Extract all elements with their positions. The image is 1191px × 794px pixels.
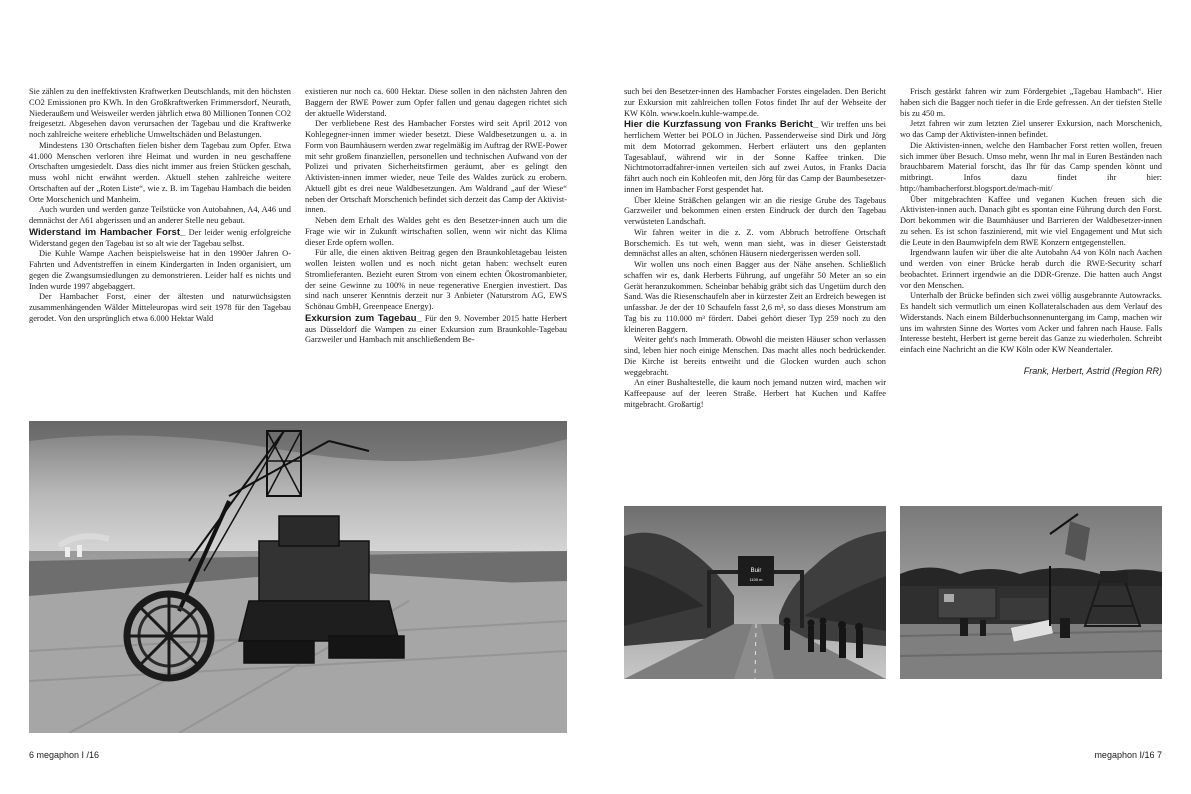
sign-subtext: 1100 m xyxy=(749,577,763,582)
excavator-photo xyxy=(29,421,567,733)
paragraph: Mindestens 130 Ortschaften fielen bisher dem Tagebau zum Opfer. Etwa 41.000 Menschen verloren ihre Heimat und wurden in neu geschaffene Ortschaften umgesiedelt. Dass dies nicht immer aus freien Stücken geschah, muss wohl nicht erwähnt werden. Aktuell stehen zahlreiche weitere Ortschaften auf der „Roten Liste“, wie z. B. im Tagebau Hambach die beiden Orte Morschenich und Manheim. xyxy=(29,140,291,204)
paragraph: Die Kuhle Wampe Aachen beispielsweise hat in den 1990er Jahren O-Fahrten und Adventstreffen in einem Kindergarten in Inden organisiert, um gegen die Zwangsumsiedlungen zu demonstrieren. Leider half es nichts und Inden wurde 1997 abgebaggert. xyxy=(29,249,291,291)
paragraph: Weiter geht's nach Immerath. Obwohl die meisten Häuser schon verlassen sind, leben hier noch einige Menschen. Das macht alles noch bedrückender. Die Kirche ist bereits entweiht und die Glocken wurden auch schon weggebracht. xyxy=(624,335,886,377)
paragraph: Über kleine Sträßchen gelangen wir an die riesige Grube des Tagebaus Garzweiler und bekommen einen ersten Eindruck der durch den Tagebau verwüsteten Landschaft. xyxy=(624,195,886,226)
column-2 xyxy=(305,87,567,346)
column-1 xyxy=(29,87,291,325)
section-heading: Exkursion zum Tagebau_ xyxy=(305,312,422,324)
paragraph: Wir wollen uns noch einen Bagger aus der Nähe ansehen. Schließlich schaffen wir es, dank Herberts Führung, auf ungefähr 50 Meter an so ein Gerät heranzukommen. Scheinbar behäbig gräbt sich das Ungetüm durch den Sand. Was die Riesenschaufeln aber in kürzester Zeit an Erdreich bewegen ist unfassbar. Je der der 10 Schaufeln fasst 2,6 m³, so dass dieses Monstrum am Tag bis zu 110.000 m³ fördert. Dabei gehört dieser Typ 259 noch zu den kleineren Baggern. xyxy=(624,260,886,334)
paragraph: Über mitgebrachten Kaffee und veganen Kuchen freuen sich die Aktivisten-innen auch. Danach gibt es spontan eine Führung durch den Forst. Dort bekommen wir die Baumhäuser und Barrieren der Waldbesetzer-innen zu sehen. Es ist schon faszinierend, mit wie viel Engagement und Mut sich die Leute in den Baumwipfeln dem RWE Konzern entgegenstellen. xyxy=(900,194,1162,247)
page-number-right: megaphon I/16 7 xyxy=(1094,750,1162,760)
paragraph: Neben dem Erhalt des Waldes geht es den Besetzer-innen auch um die Frage wie wir in Zukunft wirtschaften sollen, wenn wir nicht das Klima dieser Erde opfern wollen. xyxy=(305,216,567,247)
paragraph: Die Aktivisten-innen, welche den Hambacher Forst retten wollen, freuen sich immer über Besuch. Umso mehr, wenn Ihr mal in Euren Beständen nach brauchbarem Material forscht, das Ihr für das Camp spenden könnt und mitbringt. Infos dazu findet ihr hier: http://hambacherforst.blogsport.de/mach-mit/ xyxy=(900,140,1162,193)
paragraph: Für den 9. November 2015 hatte Herbert aus Düsseldorf die Wampen zu einer Exkursion zum Braunkohle-Tagebau Garzweiler und Hambach mit anschließendem Be- xyxy=(305,313,567,345)
paragraph: Jetzt fahren wir zum letzten Ziel unserer Exkursion, nach Morschenich, wo das Camp der Aktivisten-innen befindet. xyxy=(900,119,1162,139)
paragraph: Der leider wenig erfolgreiche Widerstand gegen den Tagebau ist so alt wie der Tagebau selbst. xyxy=(29,227,291,248)
paragraph: Der Hambacher Forst, einer der ältesten und naturwüchsigsten zusammenhängenden Wälder Mitteleuropas wird seit 1978 für den Tagebau gerodet. Von den ursprünglich etwa 6.000 Hektar Wald xyxy=(29,292,291,323)
author-signature: Frank, Herbert, Astrid (Region RR) xyxy=(1023,365,1162,376)
paragraph: Unterhalb der Brücke befinden sich zwei völlig ausgebrannte Autowracks. Es handelt sich vermutlich um einen Kollateralschaden aus dem Verlauf des Widerstands. Nach einem Bilderbuchsonnenuntergang im Camp, machen wir uns im wahrsten Sinne des Wortes vom Acker und fahren nach Hause. Falls Interesse besteht, Herbert ist gerne bereit das Ganze zu wiederholen. Schreibt einfach eine Nachricht an die KW Köln oder KW Neandertaler. xyxy=(900,291,1162,354)
paragraph: Auch wurden und werden ganze Teilstücke von Autobahnen, A4, A46 und demnächst der A61 abgerissen und an anderer Stelle neu gebaut. xyxy=(29,205,291,225)
paragraph: Sie zählen zu den ineffektivsten Kraftwerken Deutschlands, mit den höchsten CO2 Emissionen pro KWh. In den Großkraftwerken Frimmersdorf, Neurath, Niederaußem und Weisweiler werden jährlich etwa 80 Millionen Tonnen CO2 freigesetzt. Abgesehen davon verursachen der Tagebau und die Kraftwerke noch zahlreiche weitere erhebliche Umweltschäden und Belastungen. xyxy=(29,87,291,139)
section-heading: Hier die Kurzfassung von Franks Bericht_ xyxy=(624,119,819,131)
page-number-left: 6 megaphon I /16 xyxy=(29,750,100,760)
paragraph: Wir treffen uns bei herrlichem Wetter bei POLO in Jüchen. Passenderweise sind Dirk und Jörg mit dem Motorrad gekommen. Herbert erläutert uns den geplanten Tagesablauf, während wir in der Sonne Kaffee trinken. Die Nichtmotorradfahrer-innen verteilen sich auf zwei Autos, in Franks Dacia fährt auch noch ein Kohleofen mit, den Jörg für das Camp der Baumbesetzer-innen im Hambacher Forst gespendet hat. xyxy=(624,120,886,194)
road-protest-photo xyxy=(624,506,886,679)
paragraph: such bei den Besetzer-innen des Hambacher Forstes eingeladen. Den Bericht zur Exkursion mit zahlreichen tollen Fotos findet Ihr auf der Webseite der KW Köln. www.koeln.kuhle-wampe.de. xyxy=(624,87,886,118)
column-4 xyxy=(900,87,1162,377)
paragraph: Wir fahren weiter in die z. Z. vom Abbruch betroffene Ortschaft Borschemich. Es tut weh, wenn man sieht, was in dieser Geisterstadt demnächst alles an alten, schönen Häusern niedergerissen werden soll. xyxy=(624,227,886,259)
paragraph: Frisch gestärkt fahren wir zum Fördergebiet „Tagebau Hambach“. Hier haben sich die Bagger noch tiefer in die Erde gefressen. An der tiefsten Stelle bis zu 450 m. xyxy=(900,87,1162,118)
section-heading: Widerstand im Hambacher Forst_ xyxy=(29,226,186,238)
paragraph: An einer Bushaltestelle, die kaum noch jemand nutzen wird, machen wir Kaffeepause auf der leeren Straße. Herbert hat Kuchen und Kaffee mitgebracht. Großartig! xyxy=(624,378,886,409)
paragraph: Der verbliebene Rest des Hambacher Forstes wird seit April 2012 von Kohlegegner-innen immer wieder besetzt. Diese Waldbesetzungen u. a. in Form von Baumhäusern werden zwar regelmäßig im Auftrag der RWE-Power mit sehr großem finanziellen, personellen und technischen Aufwand von der Polizei und privaten Sicherheitsfirmen geräumt, aber es gelingt den Aktivisten-innen immer wieder, neue Teile des Waldes zurück zu erobern. Aktuell gibt es drei neue Waldbesetzungen. Am Waldrand „auf der Wiese“ neben der Ortschaft Morschenich befindet sich derzeit das Camp der Aktivist-innen. xyxy=(305,119,567,215)
sign-text: Buir xyxy=(750,568,762,574)
column-3 xyxy=(624,87,886,411)
paragraph: Für alle, die einen aktiven Beitrag gegen den Braunkohletagebau leisten wollen leisten wollen und es noch nicht getan haben: wechselt euren Stromlieferanten. Bezieht euren Strom von einem echten Ökostromanbieter, der seine Gewinne zu 100% in neue regenerative Energien investiert. Das sind nach unserer Kenntnis derzeit nur 3 Anbieter (Naturstrom AG, EWS Schönau GmbH, Greenpeace Energy). xyxy=(305,248,567,311)
paragraph: Irgendwann laufen wir über die alte Autobahn A4 von Köln nach Aachen und werden von einer Brücke herab durch die RWE-Security scharf beobachtet. Erinnert irgendwie an die DDR-Grenze. Die hatten auch Angst vor den Menschen. xyxy=(900,248,1162,290)
paragraph: existieren nur noch ca. 600 Hektar. Diese sollen in den nächsten Jahren den Baggern der RWE Power zum Opfer fallen und genau dagegen richtet sich der aktuelle Widerstand. xyxy=(305,87,567,118)
camp-photo xyxy=(900,506,1162,679)
